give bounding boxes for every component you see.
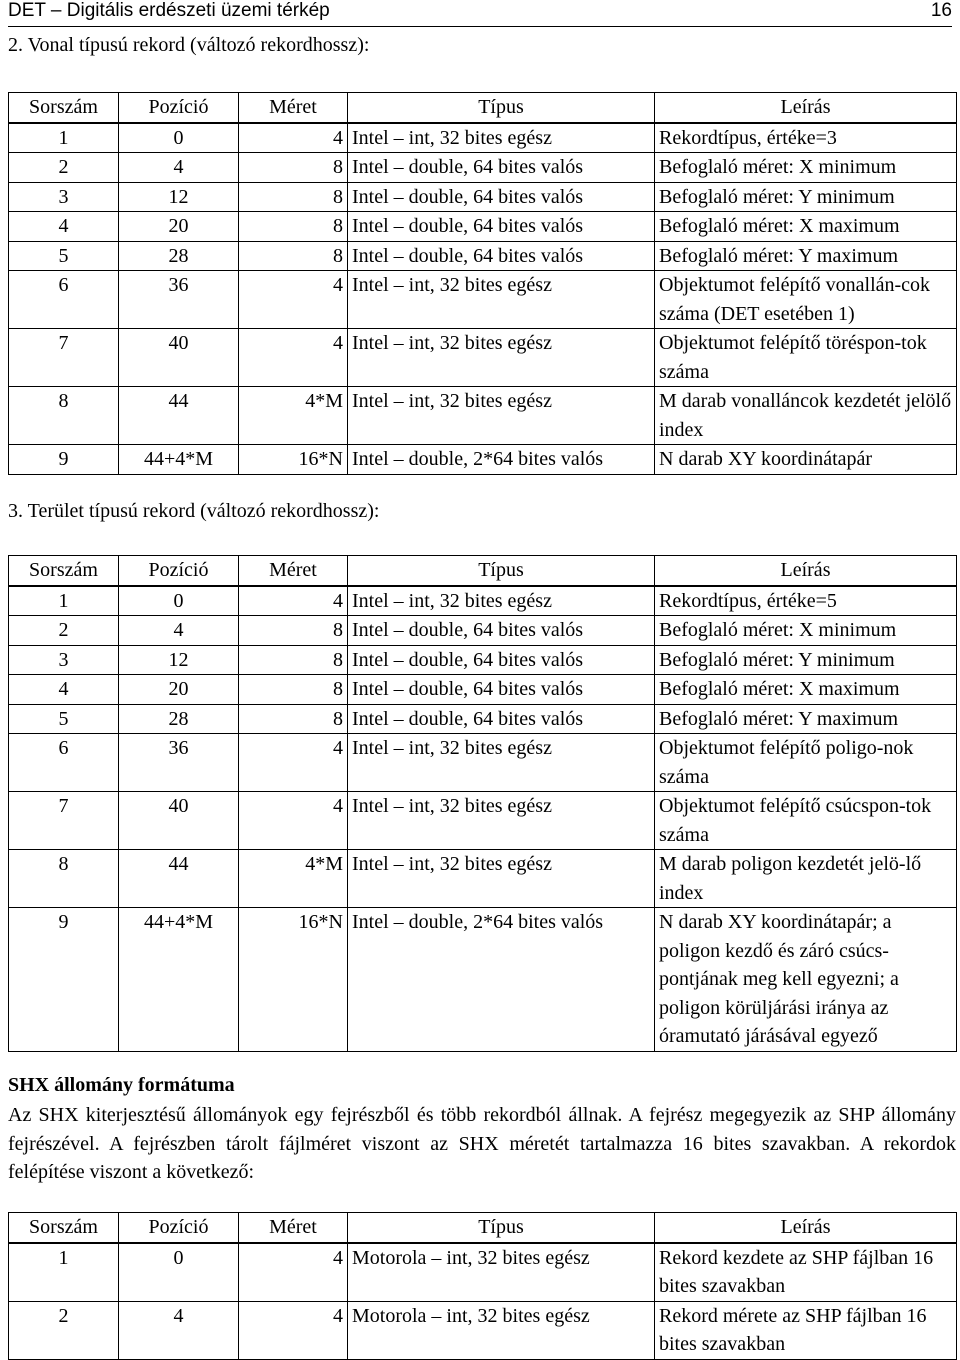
page-header (8, 0, 952, 27)
cell-sorszam: 6 (9, 271, 119, 329)
cell-leiras: M darab vonalláncok kezdetét jelölő index (655, 387, 957, 445)
cell-meret: 8 (239, 241, 348, 271)
cell-pozicio: 40 (119, 329, 239, 387)
cell-pozicio: 44+4*M (119, 908, 239, 1052)
cell-leiras: N darab XY koordinátapár; a poligon kezdő és záró csúcs-pontjának meg kell egyezni; a poligon körüljárási iránya az óramutató járásával egyező (655, 908, 957, 1052)
cell-pozicio: 0 (119, 586, 239, 616)
cell-leiras: Befoglaló méret: Y minimum (655, 182, 957, 212)
col-header-pozicio: Pozíció (119, 93, 239, 123)
cell-leiras: Objektumot felépítő poligo-nok száma (655, 734, 957, 792)
cell-tipus: Intel – double, 2*64 bites valós (348, 445, 655, 475)
cell-leiras: Befoglaló méret: X maximum (655, 675, 957, 705)
cell-leiras: Befoglaló méret: X maximum (655, 212, 957, 242)
col-header-sorszam: Sorszám (9, 556, 119, 586)
table-row (9, 123, 957, 153)
cell-tipus: Intel – double, 64 bites valós (348, 616, 655, 646)
cell-meret: 4 (239, 586, 348, 616)
table-row (9, 271, 957, 329)
page-number: 16 (930, 0, 952, 21)
cell-leiras: Objektumot felépítő csúcspon-tok száma (655, 792, 957, 850)
table-shx-record (8, 1212, 957, 1360)
cell-pozicio: 28 (119, 704, 239, 734)
table-body (9, 586, 957, 1052)
cell-tipus: Intel – int, 32 bites egész (348, 387, 655, 445)
col-header-pozicio: Pozíció (119, 556, 239, 586)
cell-tipus: Motorola – int, 32 bites egész (348, 1301, 655, 1359)
cell-meret: 16*N (239, 908, 348, 1052)
header-title: DET – Digitális erdészeti üzemi térkép (8, 0, 330, 21)
cell-sorszam: 4 (9, 675, 119, 705)
cell-leiras: Rekordtípus, értéke=3 (655, 123, 957, 153)
table-line-record (8, 92, 957, 475)
cell-tipus: Intel – int, 32 bites egész (348, 792, 655, 850)
cell-leiras: Befoglaló méret: Y maximum (655, 704, 957, 734)
cell-sorszam: 9 (9, 908, 119, 1052)
cell-tipus: Intel – int, 32 bites egész (348, 850, 655, 908)
table-row (9, 704, 957, 734)
cell-pozicio: 28 (119, 241, 239, 271)
table-row (9, 241, 957, 271)
cell-pozicio: 44 (119, 850, 239, 908)
table-row (9, 387, 957, 445)
cell-pozicio: 36 (119, 734, 239, 792)
cell-pozicio: 44+4*M (119, 445, 239, 475)
cell-meret: 4 (239, 271, 348, 329)
cell-pozicio: 4 (119, 1301, 239, 1359)
cell-meret: 8 (239, 675, 348, 705)
cell-meret: 8 (239, 616, 348, 646)
cell-meret: 8 (239, 704, 348, 734)
table-row (9, 908, 957, 1052)
cell-pozicio: 0 (119, 123, 239, 153)
col-header-tipus: Típus (348, 556, 655, 586)
cell-tipus: Intel – int, 32 bites egész (348, 329, 655, 387)
col-header-meret: Méret (239, 1213, 348, 1243)
cell-meret: 8 (239, 645, 348, 675)
table-header-row (9, 556, 957, 586)
cell-sorszam: 1 (9, 123, 119, 153)
cell-leiras: Befoglaló méret: Y minimum (655, 645, 957, 675)
cell-tipus: Intel – int, 32 bites egész (348, 123, 655, 153)
cell-tipus: Intel – int, 32 bites egész (348, 271, 655, 329)
col-header-sorszam: Sorszám (9, 93, 119, 123)
col-header-leiras: Leírás (655, 93, 957, 123)
cell-pozicio: 20 (119, 675, 239, 705)
cell-meret: 4 (239, 792, 348, 850)
table-body (9, 1243, 957, 1360)
cell-leiras: Befoglaló méret: X minimum (655, 616, 957, 646)
cell-leiras: Objektumot felépítő vonallán-cok száma (DET esetében 1) (655, 271, 957, 329)
cell-tipus: Intel – double, 64 bites valós (348, 645, 655, 675)
col-header-pozicio: Pozíció (119, 1213, 239, 1243)
table-row (9, 329, 957, 387)
cell-sorszam: 3 (9, 182, 119, 212)
cell-meret: 4 (239, 1243, 348, 1302)
cell-tipus: Intel – double, 64 bites valós (348, 212, 655, 242)
table-row (9, 1301, 957, 1359)
cell-pozicio: 20 (119, 212, 239, 242)
cell-sorszam: 5 (9, 241, 119, 271)
col-header-tipus: Típus (348, 93, 655, 123)
table-row (9, 734, 957, 792)
cell-leiras: Befoglaló méret: X minimum (655, 153, 957, 183)
table-header-row (9, 1213, 957, 1243)
cell-pozicio: 44 (119, 387, 239, 445)
col-header-leiras: Leírás (655, 556, 957, 586)
cell-pozicio: 40 (119, 792, 239, 850)
section2-caption: 2. Vonal típusú rekord (változó rekordhossz): (8, 34, 370, 56)
cell-meret: 8 (239, 212, 348, 242)
table-row (9, 850, 957, 908)
cell-leiras: Befoglaló méret: Y maximum (655, 241, 957, 271)
cell-leiras: Objektumot felépítő töréspon-tok száma (655, 329, 957, 387)
cell-meret: 16*N (239, 445, 348, 475)
cell-sorszam: 1 (9, 1243, 119, 1302)
table-row (9, 645, 957, 675)
shx-paragraph: Az SHX kiterjesztésű állományok egy fejrészből és több rekordból állnak. A fejrész megegyezik az SHP állomány fejrészével. A fejrészben tárolt fájlméret viszont az SHX méretét tartalmazza 16 bites szavakban. A rekordok felépítése viszont a következő: (8, 1104, 956, 1183)
cell-tipus: Intel – double, 64 bites valós (348, 182, 655, 212)
table-row (9, 1243, 957, 1302)
table-row (9, 182, 957, 212)
table-area-record (8, 555, 957, 1052)
cell-tipus: Motorola – int, 32 bites egész (348, 1243, 655, 1302)
cell-pozicio: 12 (119, 645, 239, 675)
cell-pozicio: 4 (119, 153, 239, 183)
cell-pozicio: 12 (119, 182, 239, 212)
cell-pozicio: 4 (119, 616, 239, 646)
cell-meret: 8 (239, 182, 348, 212)
table-row (9, 675, 957, 705)
cell-tipus: Intel – double, 64 bites valós (348, 153, 655, 183)
col-header-leiras: Leírás (655, 1213, 957, 1243)
cell-meret: 4 (239, 329, 348, 387)
cell-sorszam: 5 (9, 704, 119, 734)
cell-meret: 4*M (239, 850, 348, 908)
cell-leiras: Rekord kezdete az SHP fájlban 16 bites szavakban (655, 1243, 957, 1302)
cell-sorszam: 8 (9, 387, 119, 445)
col-header-meret: Méret (239, 93, 348, 123)
cell-sorszam: 2 (9, 1301, 119, 1359)
cell-meret: 4 (239, 1301, 348, 1359)
table-row (9, 153, 957, 183)
cell-leiras: N darab XY koordinátapár (655, 445, 957, 475)
cell-tipus: Intel – double, 64 bites valós (348, 675, 655, 705)
cell-meret: 4 (239, 734, 348, 792)
cell-meret: 4*M (239, 387, 348, 445)
shx-section-title: SHX állomány formátuma (8, 1074, 235, 1096)
cell-tipus: Intel – int, 32 bites egész (348, 586, 655, 616)
cell-pozicio: 36 (119, 271, 239, 329)
cell-sorszam: 2 (9, 153, 119, 183)
cell-tipus: Intel – double, 64 bites valós (348, 704, 655, 734)
table-header-row (9, 93, 957, 123)
cell-sorszam: 4 (9, 212, 119, 242)
cell-meret: 4 (239, 123, 348, 153)
cell-tipus: Intel – double, 2*64 bites valós (348, 908, 655, 1052)
cell-sorszam: 7 (9, 792, 119, 850)
cell-sorszam: 9 (9, 445, 119, 475)
cell-sorszam: 3 (9, 645, 119, 675)
cell-leiras: M darab poligon kezdetét jelö-lő index (655, 850, 957, 908)
table-row (9, 616, 957, 646)
cell-sorszam: 6 (9, 734, 119, 792)
cell-sorszam: 1 (9, 586, 119, 616)
cell-meret: 8 (239, 153, 348, 183)
section3-caption: 3. Terület típusú rekord (változó rekordhossz): (8, 500, 380, 522)
col-header-meret: Méret (239, 556, 348, 586)
cell-sorszam: 2 (9, 616, 119, 646)
col-header-tipus: Típus (348, 1213, 655, 1243)
cell-sorszam: 8 (9, 850, 119, 908)
table-row (9, 445, 957, 475)
table-body (9, 123, 957, 475)
cell-leiras: Rekord mérete az SHP fájlban 16 bites szavakban (655, 1301, 957, 1359)
cell-pozicio: 0 (119, 1243, 239, 1302)
cell-sorszam: 7 (9, 329, 119, 387)
table-row (9, 586, 957, 616)
col-header-sorszam: Sorszám (9, 1213, 119, 1243)
cell-tipus: Intel – int, 32 bites egész (348, 734, 655, 792)
table-row (9, 212, 957, 242)
cell-leiras: Rekordtípus, értéke=5 (655, 586, 957, 616)
table-row (9, 792, 957, 850)
cell-tipus: Intel – double, 64 bites valós (348, 241, 655, 271)
